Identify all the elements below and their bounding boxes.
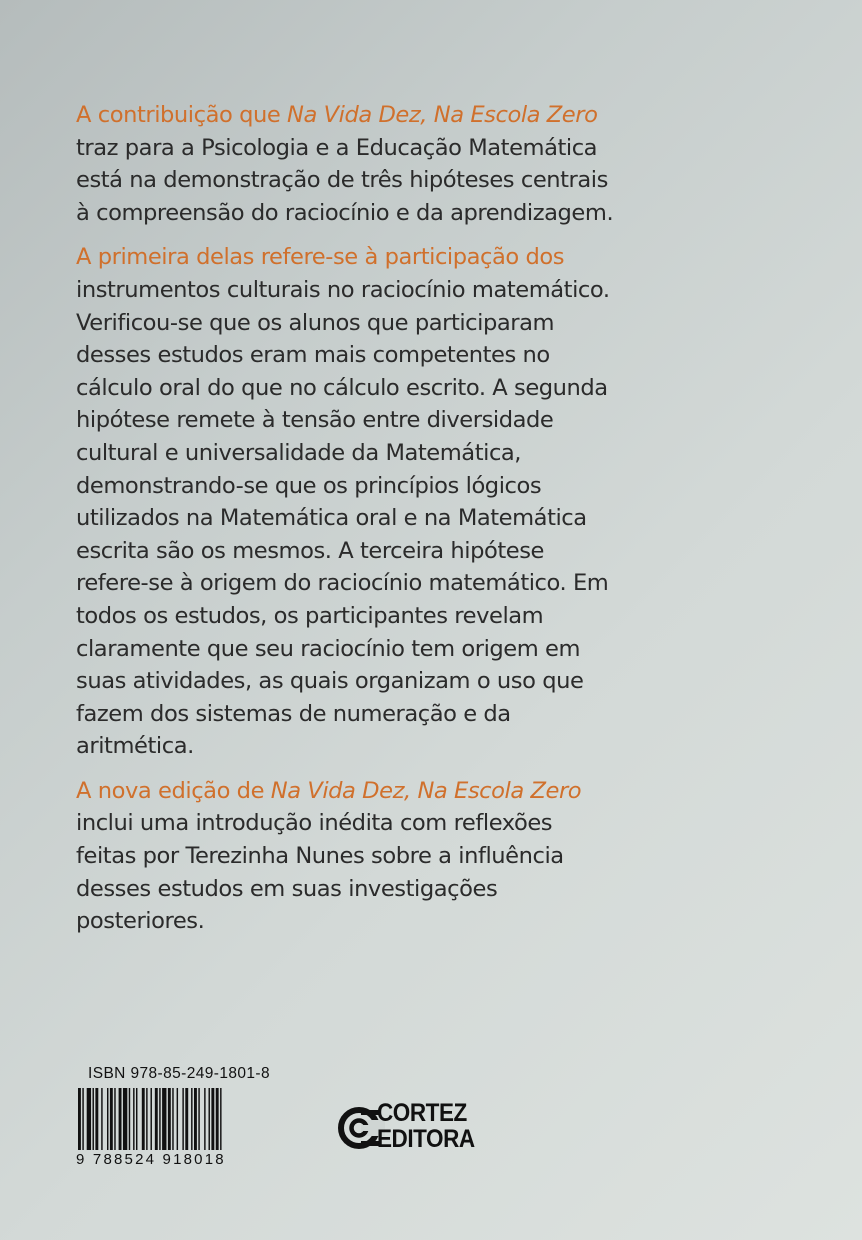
barcode-bar xyxy=(146,1088,147,1150)
text-line xyxy=(76,730,636,763)
body-text: fazem dos sistemas de numeração e da xyxy=(76,700,511,727)
body-text: hipótese remete à tensão entre diversidade xyxy=(76,407,554,434)
barcode-bar xyxy=(78,1088,81,1150)
body-text: utilizados na Matemática oral e na Matemática xyxy=(76,505,587,532)
paragraph xyxy=(76,99,636,229)
body-text: à compreensão do raciocínio e da aprendizagem. xyxy=(76,199,614,226)
body-text: desses estudos eram mais competentes no xyxy=(76,342,550,369)
text-line xyxy=(76,470,636,503)
barcode-bar xyxy=(182,1088,183,1150)
text-line xyxy=(76,873,636,906)
barcode-bar xyxy=(159,1088,160,1150)
text-line xyxy=(76,600,636,633)
text-line xyxy=(76,241,636,274)
barcode-bar xyxy=(114,1088,115,1150)
paragraph xyxy=(76,775,636,938)
text-line xyxy=(76,339,636,372)
text-line xyxy=(76,775,636,808)
barcode-bar xyxy=(133,1088,134,1150)
barcode-bar xyxy=(110,1088,113,1150)
barcode-bar xyxy=(87,1088,91,1150)
text-line xyxy=(76,132,636,165)
back-cover-text xyxy=(76,99,636,950)
barcode-bar xyxy=(119,1088,122,1150)
barcode-icon xyxy=(76,1088,272,1150)
barcode-bar xyxy=(123,1088,127,1150)
publisher-name-line1: CORTEZ xyxy=(377,1099,467,1127)
barcode-bar xyxy=(155,1088,158,1150)
body-text: cálculo oral do que no cálculo escrito. A segunda xyxy=(76,374,608,401)
body-text: aritmética. xyxy=(76,733,194,760)
text-line xyxy=(76,840,636,873)
text-line xyxy=(76,99,636,132)
text-line xyxy=(76,807,636,840)
highlight-text: A nova edição de xyxy=(76,777,271,804)
body-text: Verificou-se que os alunos que participaram xyxy=(76,309,555,336)
text-line xyxy=(76,698,636,731)
text-line xyxy=(76,404,636,437)
book-title-highlight: Na Vida Dez, Na Escola Zero xyxy=(287,102,598,128)
text-line xyxy=(76,633,636,666)
barcode-bar xyxy=(93,1088,94,1150)
text-line xyxy=(76,665,636,698)
text-line xyxy=(76,274,636,307)
barcode-bar xyxy=(194,1088,197,1150)
barcode-bar xyxy=(162,1088,166,1150)
barcode-bar xyxy=(191,1088,192,1150)
publisher-name-line2: EDITORA xyxy=(377,1125,475,1153)
body-text: escrita são os mesmos. A terceira hipótese xyxy=(76,537,544,564)
isbn-digits: 9 788524 918018 xyxy=(76,1151,226,1168)
barcode-bar xyxy=(198,1088,199,1150)
body-text: posteriores. xyxy=(76,908,205,935)
barcode-bar xyxy=(220,1088,221,1150)
body-text: está na demonstração de três hipóteses centrais xyxy=(76,167,608,194)
text-line xyxy=(76,535,636,568)
body-text: todos os estudos, os participantes revelam xyxy=(76,602,544,629)
body-text: suas atividades, as quais organizam o uso que xyxy=(76,668,584,695)
barcode-bar xyxy=(177,1088,178,1150)
body-text: instrumentos culturais no raciocínio matemático. xyxy=(76,276,610,303)
barcode-bar xyxy=(211,1088,214,1150)
barcode-bar xyxy=(209,1088,210,1150)
body-text: traz para a Psicologia e a Educação Matemática xyxy=(76,134,598,161)
cortez-editora-logo xyxy=(337,1096,487,1160)
highlight-text: A primeira delas refere-se à participação dos xyxy=(76,244,565,271)
barcode-bar xyxy=(142,1088,145,1150)
barcode-bar xyxy=(82,1088,83,1150)
barcode-bar xyxy=(172,1088,173,1150)
text-line xyxy=(76,164,636,197)
body-text: cultural e universalidade da Matemática, xyxy=(76,439,522,466)
body-text: desses estudos em suas investigações xyxy=(76,875,498,902)
barcode-bar xyxy=(185,1088,188,1150)
barcode-bar xyxy=(216,1088,219,1150)
text-line xyxy=(76,372,636,405)
text-line xyxy=(76,197,636,230)
paragraph xyxy=(76,241,636,763)
barcode-bar xyxy=(168,1088,171,1150)
text-line xyxy=(76,905,636,938)
book-title-highlight: Na Vida Dez, Na Escola Zero xyxy=(270,777,582,804)
barcode-bar xyxy=(136,1088,137,1150)
text-line xyxy=(76,567,636,600)
highlight-text: A contribuição que xyxy=(76,102,288,128)
body-text: demonstrando-se que os princípios lógicos xyxy=(76,472,542,499)
body-text: inclui uma introdução inédita com reflexões xyxy=(76,810,553,837)
text-line xyxy=(76,307,636,340)
barcode-bar xyxy=(129,1088,130,1150)
body-text: refere-se à origem do raciocínio matemático. Em xyxy=(76,570,609,597)
text-line xyxy=(76,502,636,535)
barcode-bar xyxy=(101,1088,102,1150)
barcode-bar xyxy=(107,1088,108,1150)
isbn-barcode-area xyxy=(76,1064,272,1168)
isbn-label: ISBN 978-85-249-1801-8 xyxy=(88,1065,270,1082)
text-line xyxy=(76,437,636,470)
barcode-bar xyxy=(95,1088,98,1150)
barcode-bar xyxy=(151,1088,152,1150)
barcode-bar xyxy=(204,1088,205,1150)
body-text: claramente que seu raciocínio tem origem em xyxy=(76,635,581,662)
body-text: feitas por Terezinha Nunes sobre a influência xyxy=(76,843,564,870)
